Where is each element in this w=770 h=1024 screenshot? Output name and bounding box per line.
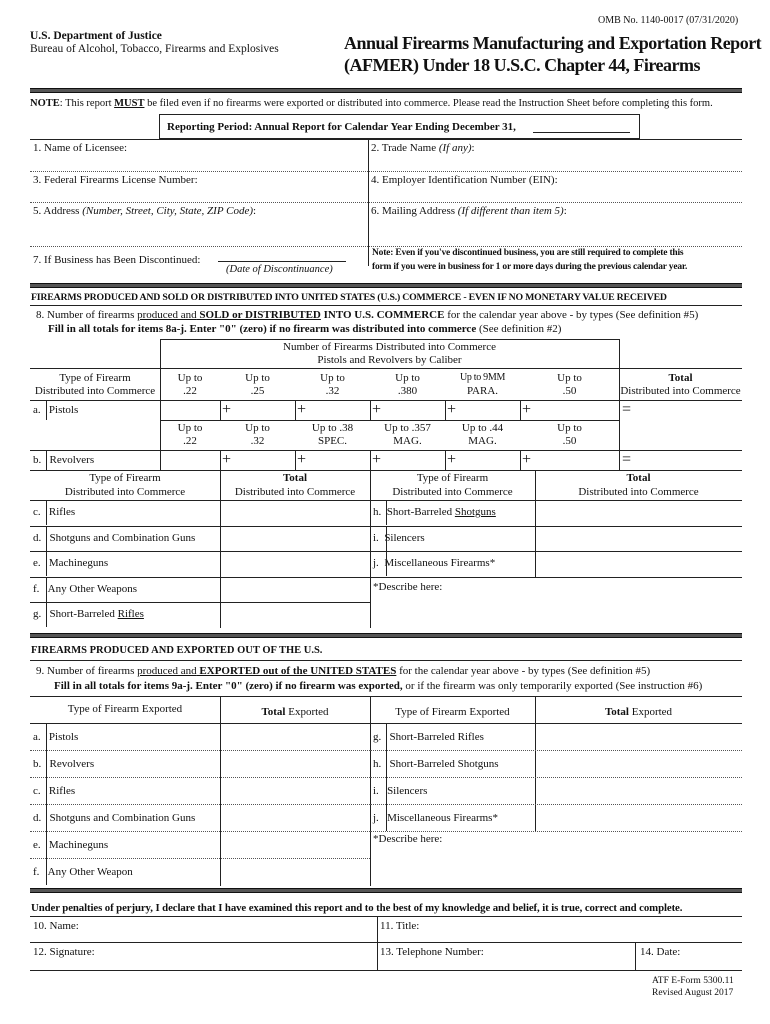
note-text-a: : This report: [59, 98, 115, 109]
pistol-plus-0: +: [222, 401, 232, 418]
pistol-col-4-line1: Up to 9MM: [459, 372, 506, 383]
section8-fill-instruction: Fill in all totals for items 8a-j. Enter "0" (zero) if no firearm was distributed into commerce (See definition #2): [48, 323, 562, 335]
s8-item-e-label: e. Machineguns: [33, 557, 109, 570]
revolver-col-5-line2: .50: [562, 435, 577, 447]
form-title-line2: (AFMER) Under 18 U.S.C. Chapter 44, Firearms: [344, 55, 700, 75]
section9-describe-input[interactable]: [375, 848, 737, 882]
s8-item-g-total-input[interactable]: [225, 607, 365, 622]
s9-item-d-total-input[interactable]: [225, 810, 365, 825]
s9-item-a-total-input[interactable]: [225, 729, 365, 744]
lower-total-head1-right: Total: [626, 472, 651, 484]
pistol-count-input-4[interactable]: [459, 403, 517, 418]
pistol-col-3-line1: Up to: [395, 372, 420, 384]
revolver-equals: =: [622, 451, 632, 468]
s8-item-f-total-input[interactable]: [225, 582, 365, 597]
date-input[interactable]: [690, 952, 740, 966]
section8-describe-label: *Describe here:: [373, 581, 443, 593]
lower-type-head2-right: Distributed into Commerce: [392, 486, 513, 498]
revolver-col-5-line1: Up to: [557, 422, 582, 434]
pistol-count-input-1[interactable]: [234, 403, 292, 418]
revolver-col-4-line1: Up to .44: [461, 422, 504, 434]
pistol-count-input-0[interactable]: [163, 403, 218, 418]
s9-item-d-label: d. Shotguns and Combination Guns: [33, 812, 196, 824]
pistol-plus-1: +: [297, 401, 307, 418]
revolver-count-input-2[interactable]: [309, 453, 367, 468]
revolvers-row-label: b. Revolvers: [33, 454, 95, 466]
pistol-count-input-2[interactable]: [309, 403, 367, 418]
pistol-count-input-5[interactable]: [534, 403, 616, 418]
mailing-address-label: 6. Mailing Address (If different than item 5):: [371, 205, 567, 217]
s9-total-head-right: Total Exported: [604, 706, 673, 718]
pistol-col-1-line1: Up to: [245, 372, 270, 384]
note-line: [30, 98, 713, 109]
section8-instruction: 8. Number of firearms produced and SOLD or DISTRIBUTED INTO U.S. COMMERCE for the calendar year above - by types (See definition #5): [36, 309, 699, 321]
divider-bar: [30, 88, 742, 93]
revolver-count-input-0[interactable]: [163, 453, 218, 468]
s8-item-c-total-input[interactable]: [225, 505, 365, 520]
note-label: NOTE: [30, 98, 60, 109]
lower-total-head2: Distributed into Commerce: [234, 486, 356, 498]
reporting-period-label: Reporting Period: Annual Report for Calendar Year Ending December 31,: [167, 121, 516, 133]
discontinued-note-line1: Note: Even if you've discontinued business, you are still required to complete this: [372, 248, 684, 258]
s9-item-g-total-input[interactable]: [540, 729, 738, 744]
revolver-plus-2: +: [372, 451, 382, 468]
date-label: 14. Date:: [640, 946, 681, 958]
s8-item-h-label: h. Short-Barreled Shotguns: [373, 506, 496, 518]
note-text-b: be filed even if no firearms were exported or distributed into commerce. Please read the Instruction Sheet before completing this form.: [144, 98, 713, 109]
s8-item-d-total-input[interactable]: [225, 531, 365, 546]
section9-header: FIREARMS PRODUCED AND EXPORTED OUT OF THE U.S.: [31, 645, 323, 656]
pistol-col-5-line1: Up to: [557, 372, 582, 384]
revolver-plus-1: +: [297, 451, 307, 468]
s9-item-c-label: c. Rifles: [33, 785, 76, 797]
signature-label: 12. Signature:: [33, 946, 95, 958]
note-must: MUST: [114, 98, 145, 109]
s8-item-h-total-input[interactable]: [540, 505, 738, 520]
pistol-plus-2: +: [372, 401, 382, 418]
s8-item-i-label: i. Silencers: [373, 531, 425, 544]
caliber-table-heading2: Pistols and Revolvers by Caliber: [317, 354, 462, 366]
revolver-col-1-line2: .32: [250, 435, 265, 447]
s9-item-e-total-input[interactable]: [225, 837, 365, 852]
revolver-col-0-line1: Up to: [177, 422, 203, 434]
revolver-col-0-line2: .22: [183, 435, 197, 447]
pistol-count-input-6[interactable]: [636, 403, 738, 418]
s9-item-g-label: g. Short-Barreled Rifles: [373, 731, 484, 743]
address-label: 5. Address (Number, Street, City, State, ZIP Code):: [33, 205, 257, 217]
perjury-statement: Under penalties of perjury, I declare that I have examined this report and to the best of my knowledge and belief, it is true, correct and complete.: [31, 902, 683, 914]
pistol-plus-3: +: [447, 401, 457, 418]
name-label: 10. Name:: [33, 920, 79, 932]
revolver-count-input-6[interactable]: [636, 453, 738, 468]
type-of-firearm-head2: Distributed into Commerce: [34, 385, 156, 397]
s8-item-e-total-input[interactable]: [225, 556, 365, 571]
caliber-table-heading1: Number of Firearms Distributed into Commerce: [283, 341, 496, 353]
total-head1: Total: [668, 372, 693, 384]
type-of-firearm-head1: Type of Firearm: [59, 372, 131, 384]
s9-item-h-total-input[interactable]: [540, 756, 738, 771]
s8-item-d-label: d. Shotguns and Combination Guns: [33, 531, 196, 544]
pistol-plus-4: +: [522, 401, 532, 418]
revolver-col-2-line1: Up to .38: [311, 422, 354, 434]
omb-number: OMB No. 1140-0017 (07/31/2020): [598, 15, 739, 26]
discontinued-date-hint: (Date of Discontinuance): [226, 264, 333, 275]
department-name: U.S. Department of Justice: [30, 30, 162, 42]
s9-type-head-right: Type of Firearm Exported: [395, 706, 510, 718]
s8-item-j-label: j. Miscellaneous Firearms*: [373, 557, 496, 570]
telephone-input[interactable]: [500, 952, 630, 966]
section8-describe-input[interactable]: [375, 595, 737, 625]
bureau-name: Bureau of Alcohol, Tobacco, Firearms and Explosives: [30, 43, 279, 55]
lower-type-head1-right: Type of Firearm: [416, 472, 489, 484]
revolver-plus-3: +: [447, 451, 457, 468]
revolver-count-input-3[interactable]: [384, 453, 442, 468]
s9-item-b-total-input[interactable]: [225, 756, 365, 771]
discontinued-date-input[interactable]: [218, 248, 346, 262]
s8-item-j-total-input[interactable]: [540, 556, 738, 571]
discontinued-note-line2: form if you were in business for 1 or more days during the previous calendar year.: [372, 262, 688, 272]
revolver-plus-0: +: [222, 451, 232, 468]
ein-input[interactable]: [590, 183, 738, 199]
s9-item-b-label: b. Revolvers: [33, 758, 95, 770]
pistol-col-4-line2: PARA.: [466, 385, 499, 397]
form-title-line1: Annual Firearms Manufacturing and Exportation Report: [344, 33, 762, 53]
ein-label: 4. Employer Identification Number (EIN):: [371, 174, 558, 186]
form-number: ATF E-Form 5300.11: [652, 976, 734, 986]
s9-item-f-label: f. Any Other Weapon: [33, 866, 133, 878]
total-head2: Distributed into Commerce: [620, 385, 741, 397]
section9-fill-instruction: Fill in all totals for items 9a-j. Enter "0" (zero) if no firearm was exported, or if the firearm was only temporarily exported (See instruction #6): [54, 680, 703, 692]
s9-item-f-total-input[interactable]: [225, 864, 365, 879]
s9-item-c-total-input[interactable]: [225, 783, 365, 798]
s8-item-c-label: c. Rifles: [33, 506, 76, 518]
s8-item-g-label: g. Short-Barreled Rifles: [33, 608, 144, 621]
revolver-col-3-line2: MAG.: [393, 435, 422, 447]
pistol-count-input-3[interactable]: [384, 403, 442, 418]
signature-input[interactable]: [110, 952, 370, 966]
ffl-number-input[interactable]: [220, 183, 360, 199]
ffl-number-label: 3. Federal Firearms License Number:: [33, 174, 198, 186]
revolver-col-1-line1: Up to: [245, 422, 270, 434]
pistol-col-3-line2: .380: [397, 385, 418, 397]
licensee-name-label: 1. Name of Licensee:: [33, 142, 128, 154]
pistol-col-0-line2: .22: [183, 385, 197, 397]
revolver-plus-4: +: [522, 451, 532, 468]
s9-item-a-label: a. Pistols: [33, 731, 79, 743]
revolver-col-3-line1: Up to .357: [384, 422, 431, 434]
s9-item-j-label: j. Miscellaneous Firearms*: [373, 812, 498, 824]
trade-name-label: 2. Trade Name (If any):: [371, 142, 475, 154]
telephone-label: 13. Telephone Number:: [380, 946, 484, 958]
section9-describe-label: *Describe here:: [373, 833, 443, 845]
trade-name-input[interactable]: [500, 150, 738, 166]
address-input[interactable]: [40, 220, 360, 240]
lower-total-head2-right: Distributed into Commerce: [578, 486, 699, 498]
title-input[interactable]: [430, 926, 735, 940]
s9-type-head-left: Type of Firearm Exported: [67, 703, 183, 715]
revolver-col-4-line2: MAG.: [468, 435, 497, 447]
lower-type-head2: Distributed into Commerce: [64, 486, 186, 498]
section8-header: FIREARMS PRODUCED AND SOLD OR DISTRIBUTED INTO UNITED STATES (U.S.) COMMERCE - EVEN IF NO MONETARY VALUE RECEIVED: [31, 292, 667, 303]
pistols-row-label: a. Pistols: [33, 404, 79, 416]
licensee-name-input[interactable]: [160, 150, 360, 166]
s9-item-h-label: h. Short-Barreled Shotguns: [373, 758, 499, 770]
s8-item-i-total-input[interactable]: [540, 531, 738, 546]
pistol-col-2-line2: .32: [325, 385, 340, 397]
revolver-count-input-5[interactable]: [534, 453, 616, 468]
mailing-address-input[interactable]: [380, 220, 738, 240]
s9-item-j-total-input[interactable]: [540, 810, 738, 825]
revolver-count-input-1[interactable]: [234, 453, 292, 468]
section9-instruction: 9. Number of firearms produced and EXPORTED out of the UNITED STATES for the calendar year above - by types (See definition #5): [36, 665, 651, 677]
revolver-count-input-4[interactable]: [459, 453, 517, 468]
s9-item-i-total-input[interactable]: [540, 783, 738, 798]
lower-total-head1: Total: [282, 472, 308, 484]
pistol-equals: =: [622, 401, 632, 418]
s9-item-e-label: e. Machineguns: [33, 839, 109, 851]
lower-type-head1: Type of Firearm: [89, 472, 161, 484]
title-label: 11. Title:: [380, 920, 420, 932]
reporting-year-input[interactable]: [533, 119, 630, 133]
pistol-col-5-line2: .50: [562, 385, 577, 397]
pistol-col-0-line1: Up to: [177, 372, 203, 384]
name-input[interactable]: [90, 926, 370, 940]
discontinued-label: 7. If Business has Been Discontinued:: [33, 254, 201, 266]
pistol-col-2-line1: Up to: [320, 372, 345, 384]
pistol-col-1-line2: .25: [250, 385, 265, 397]
revolver-col-2-line2: SPEC.: [317, 435, 348, 447]
s9-total-head-left: Total Exported: [261, 706, 329, 718]
s8-item-f-label: f. Any Other Weapons: [33, 582, 138, 595]
s9-item-i-label: i. Silencers: [373, 785, 428, 797]
form-revision: Revised August 2017: [652, 988, 734, 998]
